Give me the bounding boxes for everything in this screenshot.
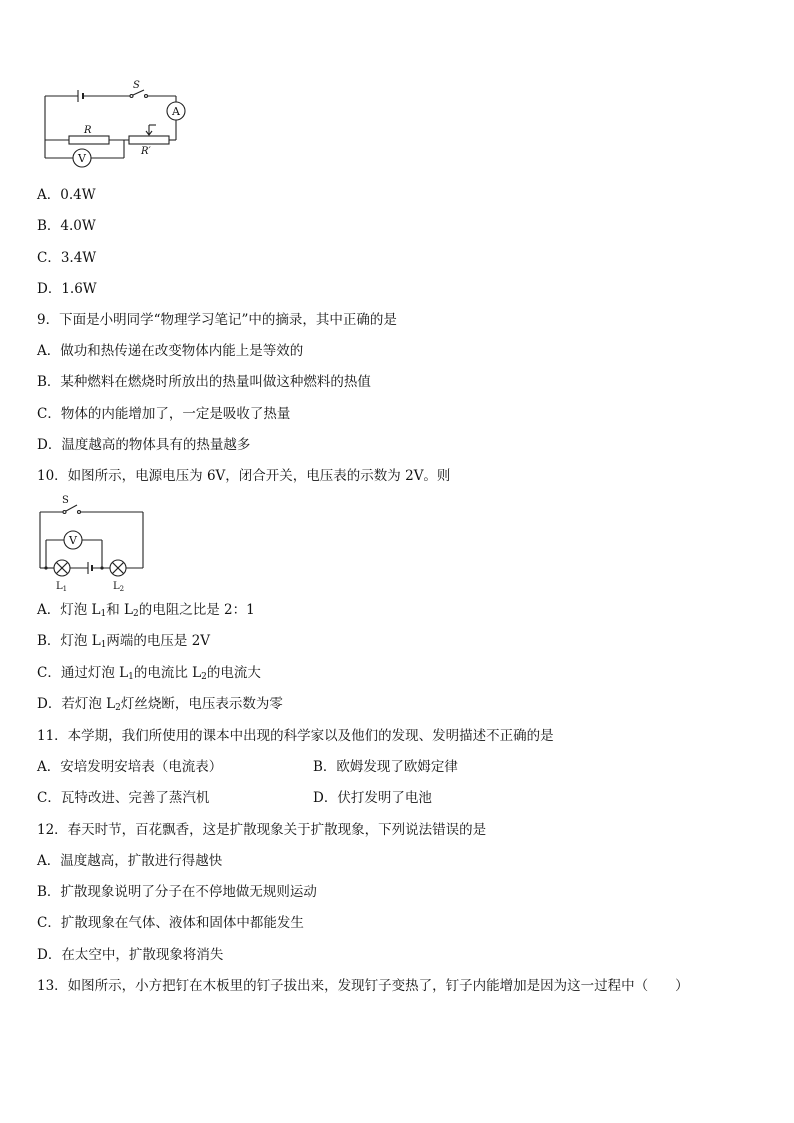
q8-option-d: D．1.6W (37, 281, 97, 297)
q10-option-b: B．灯泡 $L_1$两端的电压是 2V (37, 633, 211, 650)
q8-option-b: B．4.0W (37, 218, 96, 234)
q10-option-d: D．若灯泡 $L_2$灯丝烧断，电压表示数为零 (37, 696, 283, 713)
q11-option-c: C．瓦特改进、完善了蒸汽机 (37, 790, 210, 806)
q8-option-a: A．0.4W (37, 187, 96, 203)
voltmeter-label: V (69, 534, 77, 547)
switch-label: S (62, 495, 69, 506)
q9-option-a: A．做功和热传递在改变物体内能上是等效的 (37, 343, 304, 359)
q11-option-a: A．安培发明安培表（电流表） (37, 759, 223, 775)
q12-option-b: B．扩散现象说明了分子在不停地做无规则运动 (37, 884, 317, 900)
q10-option-c: C．通过灯泡 $L_1$的电流比 $L_2$的电流大 (37, 665, 261, 682)
q11-stem: 11．本学期，我们所使用的课本中出现的科学家以及他们的发现、发明描述不正确的是 (37, 728, 554, 744)
q12-option-d: D．在太空中，扩散现象将消失 (37, 947, 224, 963)
q9-stem: 9．下面是小明同学“物理学习笔记”中的摘录，其中正确的是 (37, 312, 397, 328)
q10-option-a: A．灯泡 $L_1$和 $L_2$的电阻之比是 2：1 (37, 602, 255, 619)
q12-option-c: C．扩散现象在气体、液体和固体中都能发生 (37, 915, 304, 931)
voltmeter-label: V (78, 152, 86, 165)
ammeter-label: A (172, 105, 180, 118)
q11-option-d: D．伏打发明了电池 (313, 790, 432, 806)
q9-option-d: D．温度越高的物体具有的热量越多 (37, 437, 251, 453)
q12-option-a: A．温度越高，扩散进行得越快 (37, 853, 223, 869)
lamp2-label: $L_2$ (113, 581, 125, 593)
resistor-label: R (84, 125, 92, 136)
q9-option-c: C．物体的内能增加了，一定是吸收了热量 (37, 406, 291, 422)
lamp1-label: $L_1$ (56, 581, 68, 593)
q10-stem: 10．如图所示，电源电压为 6V，闭合开关，电压表的示数为 2V。则 (37, 468, 451, 484)
q9-option-b: B．某种燃料在燃烧时所放出的热量叫做这种燃料的热值 (37, 374, 371, 390)
q8-option-c: C．3.4W (37, 250, 97, 266)
circuit-diagram-q8 (36, 78, 236, 178)
q11-option-b: B．欧姆发现了欧姆定律 (313, 759, 458, 775)
q13-stem: 13．如图所示，小方把钉在木板里的钉子拔出来，发现钉子变热了，钉子内能增加是因为这一过程中（ ） (37, 978, 689, 994)
circuit-diagram-q10 (36, 494, 156, 594)
switch-label: S (133, 80, 140, 91)
rheostat-label: R′ (141, 146, 151, 157)
q12-stem: 12．春天时节，百花飘香，这是扩散现象关于扩散现象，下列说法错误的是 (37, 822, 487, 838)
